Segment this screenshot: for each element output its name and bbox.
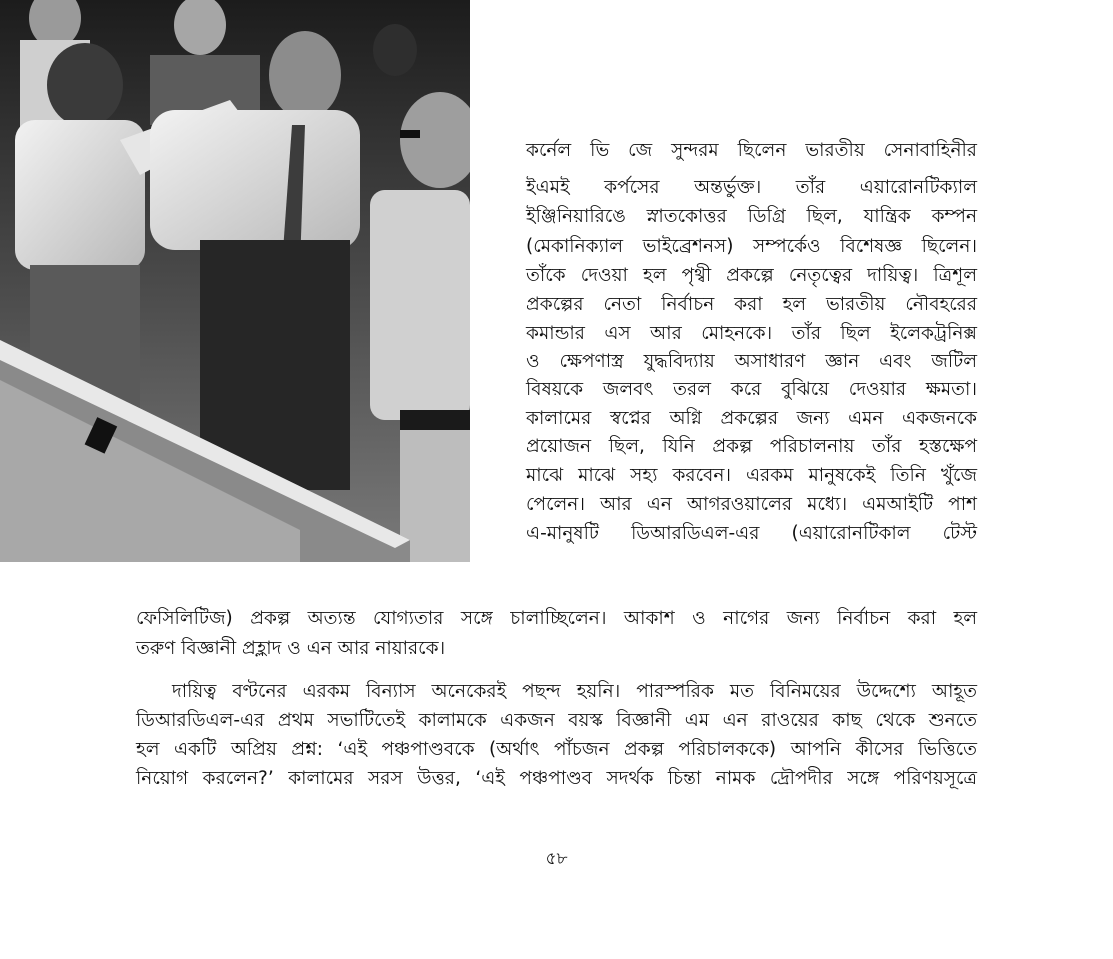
text-line-3: ইঞ্জিনিয়ারিঙে স্নাতকোত্তর ডিগ্রি ছিল, যান্ত্রিক কম্পন: [526, 206, 977, 227]
text-line-18: দায়িত্ব বণ্টনের এরকম বিন্যাস অনেকেরই পছন্দ হয়নি। পারস্পরিক মত বিনিময়ের উদ্দেশ্যে আহূত: [172, 681, 977, 702]
text-line-7: কমান্ডার এস আর মোহনকে। তাঁর ছিল ইলেকট্রনিক্স: [526, 323, 977, 344]
text-line-14: এ-মানুষটি ডিআরডিএল-এর (এয়ারোনটিকাল টেস্ট: [526, 523, 977, 544]
text-line-16: ফেসিলিটিজ) প্রকল্প অত্যন্ত যোগ্যতার সঙ্গে চালাচ্ছিলেন। আকাশ ও নাগের জন্য নির্বাচন করা হল: [136, 608, 977, 629]
text-line-6: প্রকল্পের নেতা নির্বাচন করা হল ভারতীয় নৌবহরের: [526, 294, 977, 315]
text-line-13: পেলেন। আর এন আগরওয়ালের মধ্যে। এমআইটি পাশ: [526, 494, 977, 515]
historical-photo: [0, 0, 470, 562]
text-line-9: বিষয়কে জলবৎ তরল করে বুঝিয়ে দেওয়ার ক্ষমতা।: [526, 379, 977, 400]
text-line-2: ইএমই কর্পসের অন্তর্ভুক্ত। তাঁর এয়ারোনটিক্যাল: [526, 177, 977, 198]
text-line-17: তরুণ বিজ্ঞানী প্রহ্লাদ ও এন আর নায়ারকে।: [136, 638, 446, 659]
text-line-20: হল একটি অপ্রিয় প্রশ্ন: ‘এই পঞ্চপাণ্ডবকে (অর্থাৎ পাঁচজন প্রকল্প পরিচালককে) আপনি কীসের ভিত্তিতে: [136, 739, 977, 760]
text-line-4: (মেকানিক্যাল ভাইব্রেশনস) সম্পর্কেও বিশেষজ্ঞ ছিলেন।: [526, 236, 977, 257]
text-line-8: ও ক্ষেপণাস্ত্র যুদ্ধবিদ্যায় অসাধারণ জ্ঞান এবং জটিল: [526, 351, 977, 372]
photo-icon: [0, 0, 470, 562]
text-line-19: ডিআরডিএল-এর প্রথম সভাটিতেই কালামকে একজন বয়স্ক বিজ্ঞানী এম এন রাওয়ের কাছ থেকে শুনতে: [136, 710, 977, 731]
page-number: ৫৮: [545, 849, 568, 869]
text-line-12: মাঝে মাঝে সহ্য করবেন। এরকম মানুষকেই তিনি খুঁজে: [526, 465, 977, 486]
text-line-21: নিয়োগ করলেন?’ কালামের সরস উত্তর, ‘এই পঞ্চপাণ্ডব সদর্থক চিন্তা নামক দ্রৌপদীর সঙ্গে পরিণয়সূত্রে: [136, 768, 977, 789]
text-line-10: কালামের স্বপ্নের অগ্নি প্রকল্পের জন্য এমন একজনকে: [526, 408, 977, 429]
text-line-11: প্রয়োজন ছিল, যিনি প্রকল্প পরিচালনায় তাঁর হস্তক্ষেপ: [526, 436, 977, 457]
text-line-1: কর্নেল ভি জে সুন্দরম ছিলেন ভারতীয় সেনাবাহিনীর: [526, 140, 977, 161]
text-line-5: তাঁকে দেওয়া হল পৃথ্বী প্রকল্পে নেতৃত্বের দায়িত্ব। ত্রিশূল: [526, 265, 977, 286]
